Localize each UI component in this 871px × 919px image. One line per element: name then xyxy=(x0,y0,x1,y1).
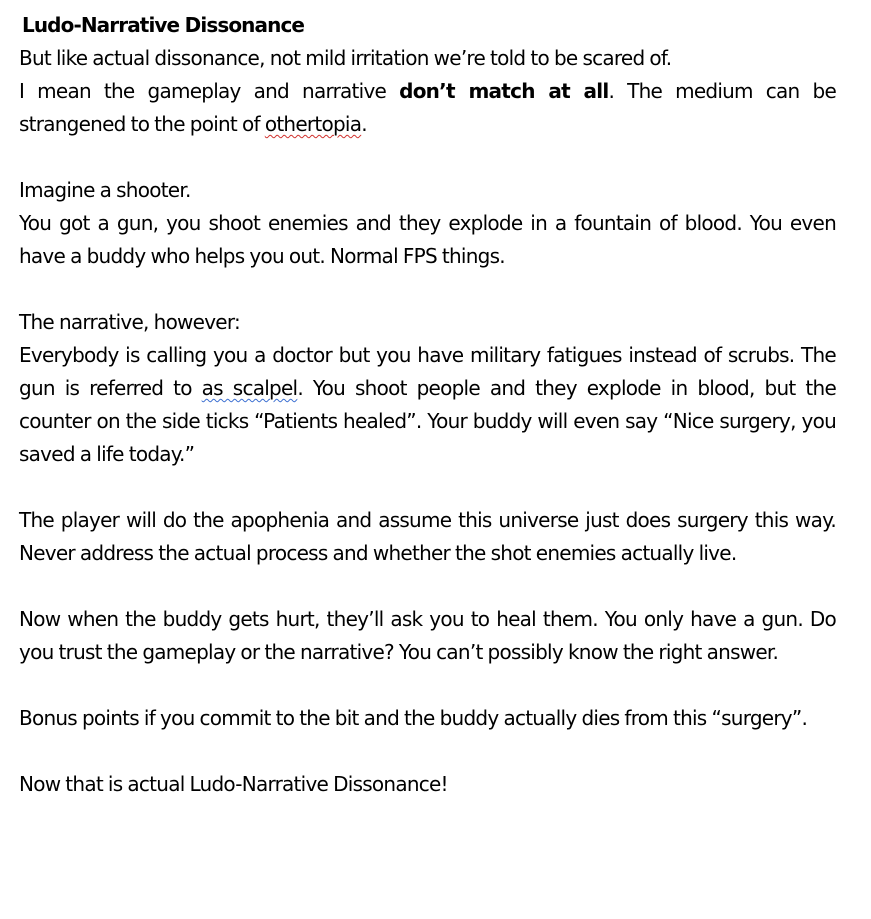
paragraph-bonus: Bonus points if you commit to the bit and the buddy actually dies from this “surgery”. xyxy=(19,706,808,730)
blank-line xyxy=(19,735,836,768)
paragraph-conclusion: Now that is actual Ludo-Narrative Dissonance! xyxy=(19,772,448,796)
blank-line xyxy=(19,669,836,702)
bold-text: don’t match at all xyxy=(399,79,609,103)
paragraph-shooter: You got a gun, you shoot enemies and they explode in a fountain of blood. You even have a buddy who helps you out. Normal FPS things. xyxy=(19,211,836,268)
paragraph-narrative xyxy=(19,339,836,471)
blank-line xyxy=(19,471,836,504)
text-run: I mean the gameplay and narrative xyxy=(19,79,400,103)
paragraph-intro: But like actual dissonance, not mild irritation we’re told to be scared of. xyxy=(19,46,672,70)
misspelled-word[interactable]: othertopia xyxy=(264,112,362,136)
paragraph-imagine: Imagine a shooter. xyxy=(19,178,191,202)
grammar-flagged-text[interactable]: as scalpel xyxy=(201,376,298,400)
paragraph-narrative-heading: The narrative, however: xyxy=(19,310,240,334)
text-run: . The medium can be strangened to the point of xyxy=(19,79,837,136)
blank-line xyxy=(19,141,836,174)
document-body[interactable] xyxy=(19,9,836,801)
text-run: Everybody is calling you a doctor but you have military fatigues instead of scrubs. The gun is referred to xyxy=(19,343,836,400)
paragraph-mismatch xyxy=(19,75,836,141)
paragraph-apophenia: The player will do the apophenia and assume this universe just does surgery this way. Never address the actual process and whether the shot enemies actually live. xyxy=(19,508,836,565)
blank-line xyxy=(19,273,836,306)
text-run: . xyxy=(361,112,367,136)
text-run: . You shoot people and they explode in blood, but the counter on the side ticks “Patients healed”. Your buddy will even say “Nice surgery, you saved a life today.” xyxy=(19,376,836,466)
blank-line xyxy=(19,570,836,603)
document-title: Ludo-Narrative Dissonance xyxy=(22,13,305,37)
paragraph-buddy-hurt: Now when the buddy gets hurt, they’ll ask you to heal them. You only have a gun. Do you trust the gameplay or the narrative? You can’t possibly know the right answer. xyxy=(19,607,836,664)
